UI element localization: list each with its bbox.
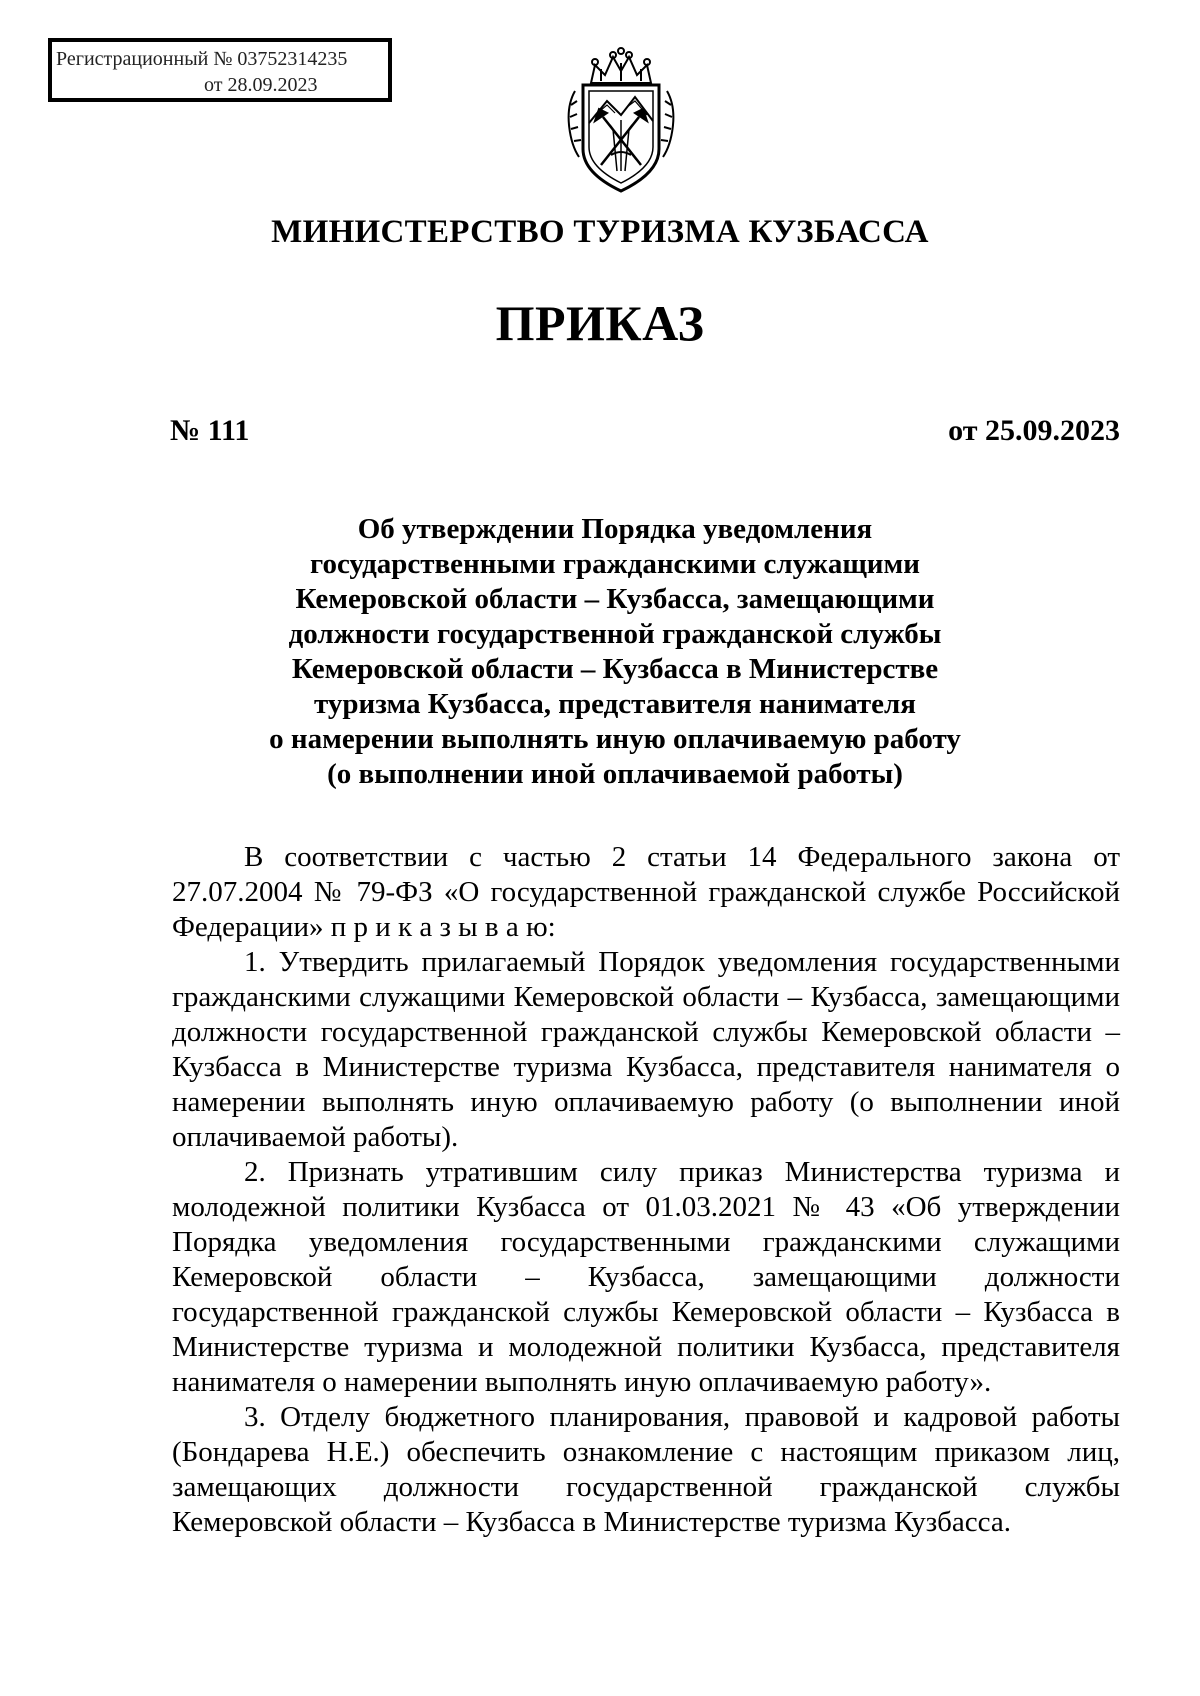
registration-date: от 28.09.2023 bbox=[204, 74, 318, 96]
subject-line: должности государственной гражданской службы bbox=[288, 618, 942, 650]
order-date: от 25.09.2023 bbox=[948, 414, 1120, 447]
order-item-3: 3. Отделу бюджетного планирования, правовой и кадровой работы (Бондарева Н.Е.) обеспечить ознакомление с настоящим приказом лиц, замещающих должности государственной гражданской службы Кемеровской области – Кузбасса в Министерстве туризма Кузбасса. bbox=[172, 1401, 1120, 1538]
subject-line: Об утверждении Порядка уведомления bbox=[357, 513, 873, 545]
order-number: № 111 bbox=[170, 414, 250, 447]
ministry-name: МИНИСТЕРСТВО ТУРИЗМА КУЗБАССА bbox=[271, 214, 929, 250]
registration-number: Регистрационный № 03752314235 bbox=[56, 48, 348, 70]
subject-line: туризма Кузбасса, представителя нанимателя bbox=[314, 688, 916, 720]
subject-line: Кемеровской области – Кузбасса в Министерстве bbox=[291, 653, 939, 685]
subject-line: о намерении выполнять иную оплачиваемую работу bbox=[269, 723, 961, 755]
kuzbass-coat-of-arms-icon bbox=[561, 45, 681, 197]
subject-line: Кемеровской области – Кузбасса, замещающими bbox=[295, 583, 935, 615]
subject-line: (о выполнении иной оплачиваемой работы) bbox=[327, 758, 903, 790]
document-type: ПРИКАЗ bbox=[495, 295, 705, 351]
subject-line: государственными гражданскими служащими bbox=[310, 548, 920, 580]
preamble-paragraph: В соответствии с частью 2 статьи 14 Федерального закона от 27.07.2004 № 79-ФЗ «О государственной гражданской службе Российской Федерации» п р и к а з ы в а ю: bbox=[172, 841, 1120, 943]
order-subject bbox=[140, 512, 1090, 792]
registration-stamp bbox=[48, 38, 392, 102]
order-body bbox=[172, 840, 1120, 1540]
order-item-2: 2. Признать утратившим силу приказ Министерства туризма и молодежной политики Кузбасса от 01.03.2021 № 43 «Об утверждении Порядка уведомления государственными гражданскими служащими Кемеровской области – Кузбасса, замещающими должности государственной гражданской службы Кемеровской области – Кузбасса в Министерстве туризма и молодежной политики Кузбасса, представителя нанимателя о намерении выполнять иную оплачиваемую работу». bbox=[172, 1156, 1120, 1398]
order-item-1: 1. Утвердить прилагаемый Порядок уведомления государственными гражданскими служащими Кемеровской области – Кузбасса, замещающими должности государственной гражданской службы Кемеровской области – Кузбасса в Министерстве туризма Кузбасса, представителя нанимателя о намерении выполнять иную оплачиваемую работу (о выполнении иной оплачиваемой работы). bbox=[172, 946, 1120, 1153]
